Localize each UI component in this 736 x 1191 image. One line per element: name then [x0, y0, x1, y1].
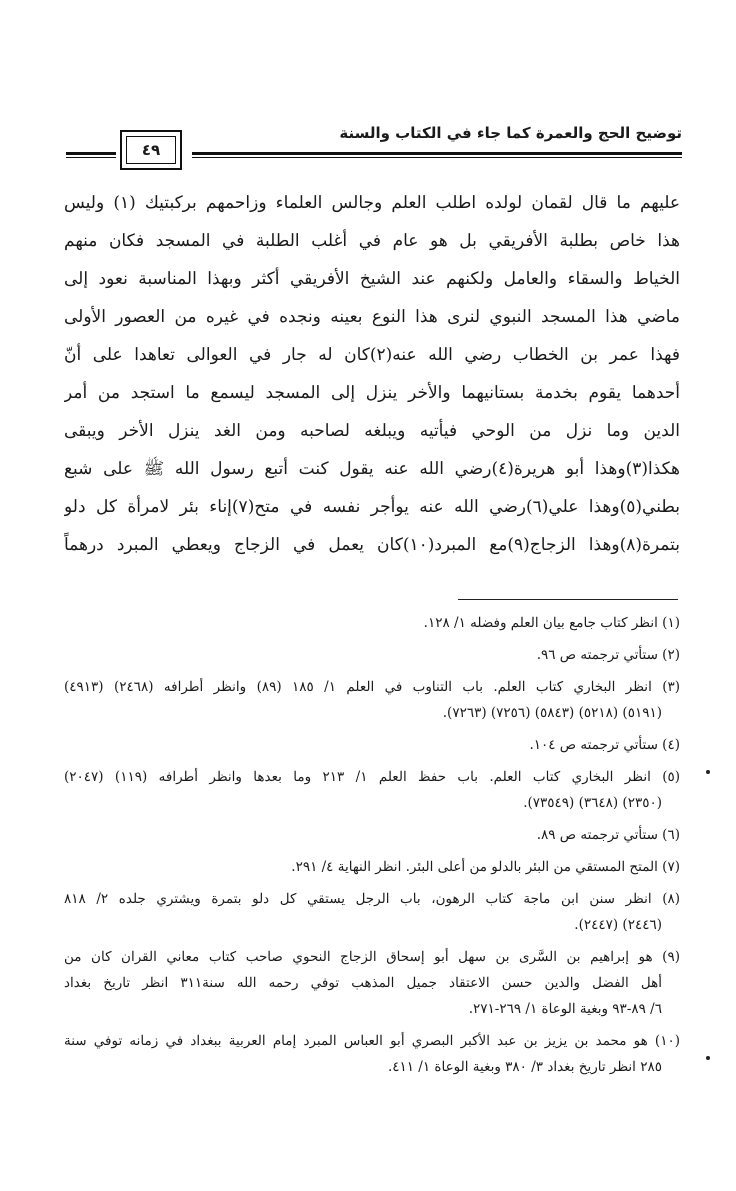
footnote-line: (٥١٩١) (٥٢١٨) (٥٨٤٣) (٧٢٥٦) (٧٢٦٣).	[442, 705, 662, 721]
footnote-separator	[458, 599, 678, 600]
header-rule	[192, 152, 682, 158]
footnote-line: (٢٤٤٦) (٢٤٤٧).	[574, 917, 662, 933]
body-line: بتمرة(٨)وهذا الزجاج(٩)مع المبرد(١٠)كان يعمل في الزجاج ويعطي المبرد درهماً	[64, 535, 680, 555]
footnote-line: (٦) ستأتي ترجمته ص ٨٩.	[536, 827, 680, 843]
footnote-8	[64, 886, 680, 938]
running-title: توضيح الحج والعمرة كما جاء في الكتاب والسنة	[339, 124, 682, 142]
footnote-4	[64, 732, 680, 758]
footnote-line: (٣) انظر البخاري كتاب العلم. باب التناوب في العلم ١/ ١٨٥ (٨٩) وانظر أطرافه (٢٤٦٨) (٤٩١٣)	[64, 679, 680, 695]
page-number: ٤٩	[126, 136, 176, 164]
footnote-line: (٩) هو إبراهيم بن السَّرى بن سهل أبو إسحاق الزجاج النحوي صاحب كتاب معاني القران كان من	[64, 949, 680, 965]
body-line: ماضي هذا المسجد النبوي لنرى هذا النوع بعينه ونجده في غيره من العصور الأولى	[64, 307, 680, 327]
footnote-line: (١٠) هو محمد بن يزيز بن عبد الأكبر البصري أبو العباس المبرد إمام العربية ببغداد في زمانه توفي سنة	[64, 1033, 680, 1049]
footnote-line: ٢٨٥ انظر تاريخ بغداد ٣/ ٣٨٠ وبغية الوعاة ١/ ٤١١.	[387, 1059, 662, 1075]
footnote-line: ٦/ ٨٩-٩٣ وبغية الوعاة ١/ ٢٦٩-٢٧١.	[468, 1001, 662, 1017]
footnote-line: (١) انظر كتاب جامع بيان العلم وفضله ١/ ١٢٨.	[423, 615, 680, 631]
footnote-line: (٢٣٥٠) (٣٦٤٨) (٧٣٥٤٩).	[523, 795, 662, 811]
footnote-6	[64, 822, 680, 848]
footnote-5	[64, 764, 680, 816]
footnote-3	[64, 674, 680, 726]
body-paragraph	[64, 184, 680, 564]
body-line: فهذا عمر بن الخطاب رضي الله عنه(٢)كان له جار في العوالى تعاهدا على أنّ	[64, 345, 680, 365]
footnote-line: أهل الفضل والدين حسن الاعتقاد جميل المذهب توفي رحمه الله سنة٣١١ انظر تاريخ بغداد	[64, 975, 662, 991]
margin-speck	[706, 770, 710, 774]
page-number-box	[120, 130, 182, 170]
body-line: الخياط والسقاء والعامل ولكنهم عند الشيخ الأفريقي أكثر وبهذا المناسبة نعود إلى	[64, 269, 680, 289]
footnote-line: (٨) انظر سنن ابن ماجة كتاب الرهون، باب الرجل يستقي كل دلو بتمرة ويشتري جلده ٢/ ٨١٨	[64, 891, 680, 907]
footnote-1	[64, 610, 680, 636]
body-line: بطني(٥)وهذا علي(٦)رضي الله عنه يوأجر نفسه في متح(٧)إناء بئر لامرأة كل دلو	[64, 497, 680, 517]
footnote-line: (٤) ستأتي ترجمته ص ١٠٤.	[529, 737, 680, 753]
footnote-line: (٢) ستأتي ترجمته ص ٩٦.	[536, 647, 680, 663]
footnote-9	[64, 944, 680, 1022]
footnote-2	[64, 642, 680, 668]
body-line: عليهم ما قال لقمان لولده اطلب العلم وجالس العلماء وزاحمهم بركبتيك (١) وليس	[64, 193, 680, 213]
footnote-line: (٥) انظر البخاري كتاب العلم. باب حفظ العلم ١/ ٢١٣ وما بعدها وانظر أطرافه (١١٩) (٢٠٤٧)	[64, 769, 680, 785]
page-header	[66, 120, 682, 174]
header-rule-short	[66, 152, 116, 158]
footnotes	[64, 610, 680, 1086]
body-line: الدين وما نزل من الوحي فيأتيه ويبلغه لصاحبه ومن الغد ينزل الأخر ويبقى	[64, 421, 680, 441]
footnote-line: (٧) المتح المستقي من البئر بالدلو من أعلى البئر. انظر النهاية ٤/ ٢٩١.	[291, 859, 680, 875]
footnote-7	[64, 854, 680, 880]
margin-speck	[706, 1056, 710, 1060]
body-line: هذا خاص بطلبة الأفريقي بل هو عام في أغلب الطلبة في المسجد فكان منهم	[64, 231, 680, 251]
body-line: أحدهما يقوم بخدمة بستانيهما والأخر ينزل إلى المسجد ليسمع ما استجد من أمر	[64, 383, 680, 403]
footnote-10	[64, 1028, 680, 1080]
body-line: هكذا(٣)وهذا أبو هريرة(٤)رضي الله عنه يقول كنت أتبع رسول الله ﷺ على شبع	[64, 459, 680, 479]
